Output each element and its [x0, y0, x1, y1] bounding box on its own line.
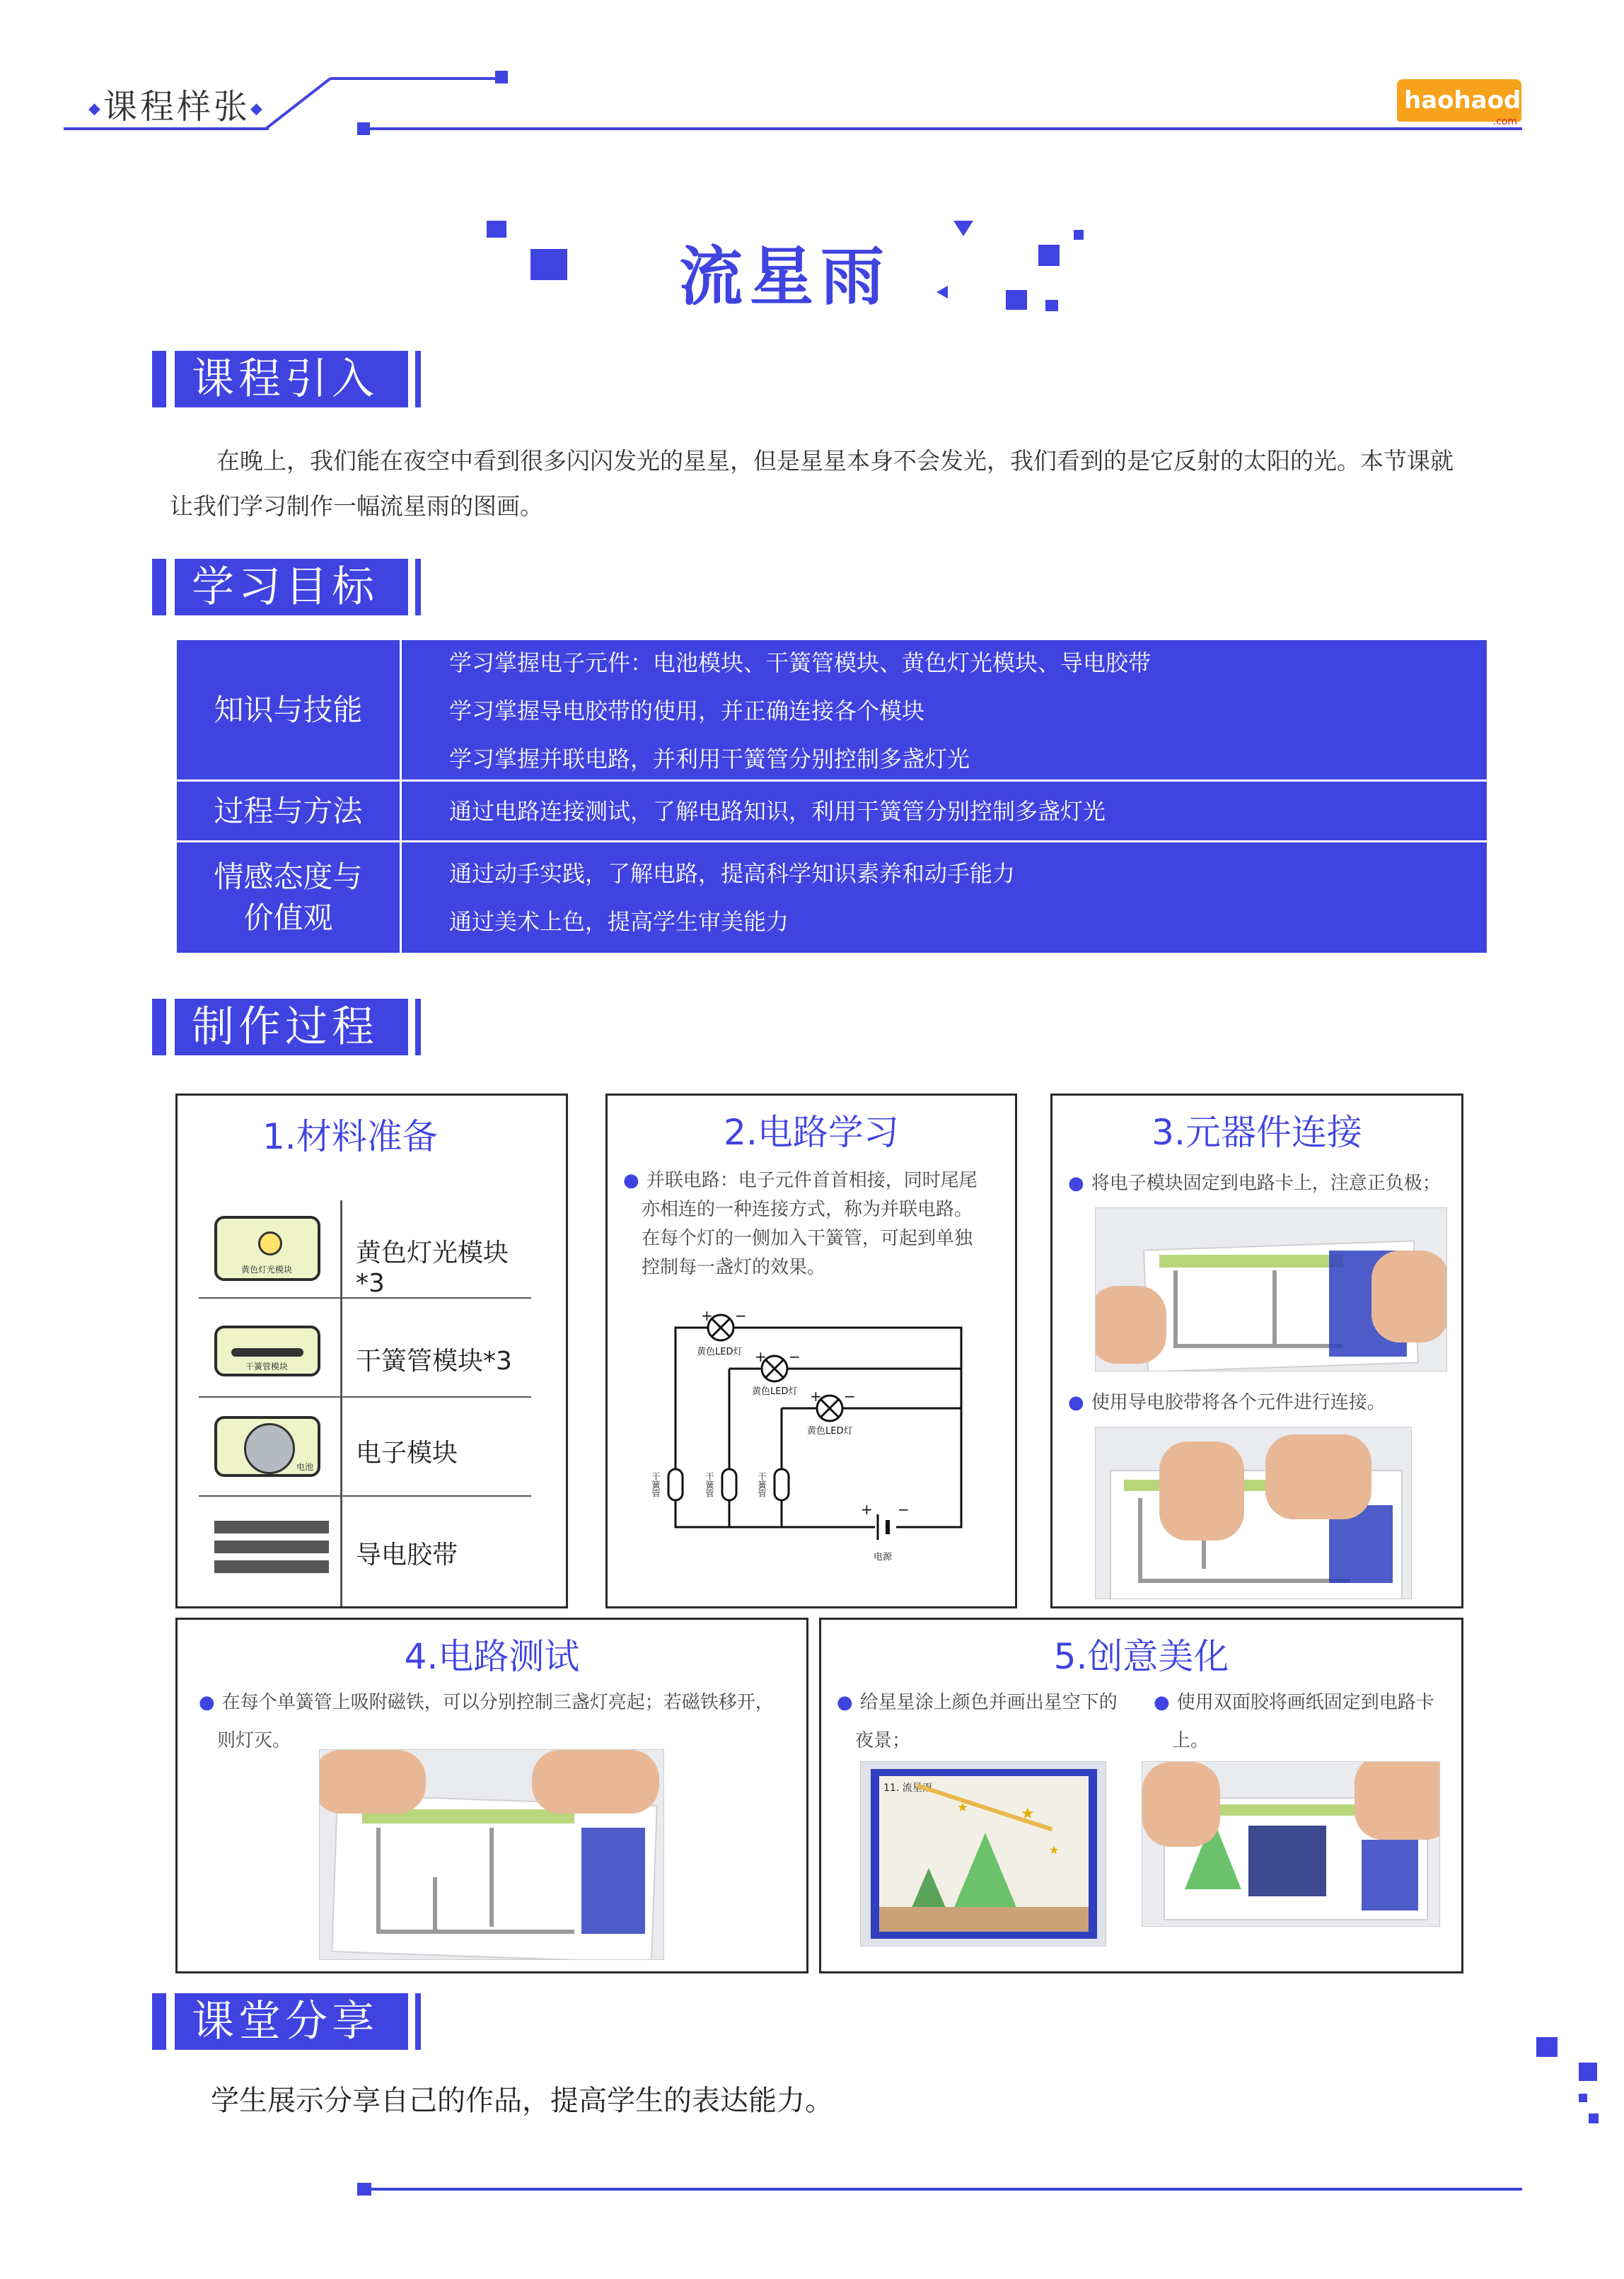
goal-item: 学习掌握导电胶带的使用，并正确连接各个模块 — [449, 697, 925, 724]
beautify-bullet-2: ● 使用双面胶将画纸固定到电路卡 上。 — [1154, 1692, 1434, 1751]
goal-row-knowledge: 知识与技能 学习掌握电子元件：电池模块、干簧管模块、黄色灯光模块、导电胶带 学习掌握导电胶带的使用，并正确连接各个模块 学习掌握并联电路，并利用干簧管分别控制多盏灯光 — [177, 640, 1487, 782]
header-square — [495, 71, 508, 83]
led-label: 黄色LED灯 — [807, 1426, 853, 1437]
battery-module-icon: 电池 — [214, 1416, 320, 1477]
led-label: 黄色LED灯 — [697, 1347, 743, 1357]
svg-text:★: ★ — [1049, 1843, 1060, 1857]
deco-square — [1074, 230, 1084, 240]
goal-row-attitude: 情感态度与 价值观 通过动手实践，了解电路，提高科学知识素养和动手能力 通过美术上色，提高学生审美能力 — [177, 842, 1487, 953]
header-line-right — [368, 127, 1522, 130]
svg-text:−: − — [735, 1308, 747, 1324]
hand — [1371, 1251, 1447, 1343]
test-bullet: ● 在每个单簧管上吸附磁铁，可以分别控制三盏灯亮起；若磁铁移开， 则灯灭。 — [199, 1692, 774, 1751]
photo-tape-connecting — [1095, 1427, 1412, 1599]
led-label: 黄色LED灯 — [752, 1386, 798, 1397]
step-card-circuit — [605, 1094, 1017, 1608]
deco-square — [1536, 2037, 1558, 2057]
step-title: 1.材料准备 — [262, 1116, 438, 1157]
circuit-bullet: ● 并联电路：电子元件首首相接，同时尾尾 亦相连的一种连接方式，称为并联电路。 在每个灯的一侧加入干簧管，可起到单独 控制每一盏灯的效果。 — [623, 1170, 978, 1278]
reed-switch-icon — [668, 1469, 789, 1500]
deco-square — [1038, 245, 1060, 266]
goal-item: 通过美术上色，提高学生审美能力 — [449, 908, 789, 935]
power-label: 电源 — [874, 1552, 893, 1562]
goals-table — [177, 640, 1487, 953]
connection-bullet-2: ● 使用导电胶带将各个元件进行连接。 — [1068, 1392, 1386, 1413]
goal-row-process: 过程与方法 通过电路连接测试，了解电路知识，利用干簧管分别控制多盏灯光 — [177, 782, 1487, 842]
svg-text:−: − — [844, 1388, 856, 1405]
hand — [1095, 1286, 1166, 1364]
footer-line — [368, 2188, 1522, 2191]
step-title: 5.创意美化 — [1053, 1636, 1229, 1677]
photo-circuit-test — [319, 1749, 664, 1960]
svg-text:+: + — [701, 1308, 713, 1324]
hand — [1142, 1762, 1220, 1847]
svg-text:★: ★ — [957, 1800, 969, 1815]
drawing-sheet: 11. 流星雨 ★ ★ ★ — [879, 1776, 1089, 1932]
deco-square — [1579, 2063, 1597, 2081]
deco-square — [1045, 300, 1058, 311]
hand — [1355, 1761, 1440, 1840]
material-row: 黄色灯光模块 黄色灯光模块*3 — [199, 1200, 531, 1299]
svg-text:+: + — [810, 1388, 822, 1405]
step-title: 2.电路学习 — [724, 1112, 899, 1153]
material-row: 电池 电子模块 — [199, 1396, 531, 1497]
header-diagonal — [265, 74, 499, 131]
svg-text:+: + — [755, 1348, 767, 1365]
step-card-materials — [175, 1094, 568, 1608]
photo-fixing-drawing — [1142, 1761, 1440, 1927]
beautify-bullet-1: ● 给星星涂上颜色并画出星空下的 夜景； — [837, 1692, 1118, 1751]
header-label: ◆课程样张◆ — [88, 87, 265, 127]
goal-item: 通过动手实践，了解电路，提高科学知识素养和动手能力 — [449, 860, 1016, 887]
section-heading-share: 课堂分享 — [152, 1993, 421, 2050]
svg-text:−: − — [789, 1348, 801, 1365]
section-heading-intro: 课程引入 — [152, 351, 421, 407]
deco-square — [530, 249, 567, 280]
deco-square — [487, 221, 506, 238]
photo-module-fixing — [1095, 1207, 1447, 1372]
deco-triangle — [936, 286, 948, 298]
svg-text:干簧管: 干簧管 — [704, 1472, 714, 1497]
battery-symbol — [875, 1514, 896, 1540]
connection-bullet-1: ● 将电子模块固定到电路卡上，注意正负极； — [1068, 1173, 1441, 1194]
section-heading-process: 制作过程 — [152, 999, 421, 1055]
hand — [1265, 1434, 1371, 1519]
svg-text:−: − — [898, 1501, 910, 1518]
step-title: 3.元器件连接 — [1152, 1112, 1362, 1153]
page-title: 流星雨 — [679, 240, 891, 314]
reed-module-icon: 干簧管模块 — [214, 1326, 320, 1376]
step-card-test — [175, 1618, 808, 1973]
step-card-connection — [1050, 1094, 1463, 1608]
hand — [532, 1750, 659, 1814]
step-card-beautify — [819, 1618, 1463, 1973]
goal-item: 通过电路连接测试，了解电路知识，利用干簧管分别控制多盏灯光 — [449, 798, 1106, 825]
header-line-left — [64, 127, 269, 130]
material-row: 干簧管模块 干簧管模块*3 — [199, 1297, 531, 1398]
diamond-icon: ◆ — [88, 100, 103, 118]
deco-square — [1589, 2113, 1599, 2123]
svg-text:干簧管: 干簧管 — [651, 1472, 661, 1497]
section-heading-goals: 学习目标 — [152, 559, 421, 615]
deco-square — [1006, 290, 1027, 310]
photo-colored-drawing — [860, 1761, 1106, 1947]
step-title: 4.电路测试 — [404, 1636, 580, 1677]
svg-text:+: + — [861, 1501, 873, 1518]
hand — [319, 1750, 426, 1814]
brand-logo: haohaodada .com — [1397, 79, 1521, 122]
intro-paragraph: 在晚上，我们能在夜空中看到很多闪闪发光的星星，但是星星本身不会发光，我们看到的是它反射的太阳的光。本节课就 让我们学习制作一幅流星雨的图画。 — [170, 447, 1454, 520]
goal-item: 学习掌握并联电路，并利用干簧管分别控制多盏灯光 — [449, 746, 970, 772]
goal-item: 学习掌握电子元件：电池模块、干簧管模块、黄色灯光模块、导电胶带 — [449, 649, 1152, 676]
hand — [1159, 1442, 1244, 1541]
material-row: 导电胶带 — [199, 1495, 531, 1601]
led-module-icon: 黄色灯光模块 — [214, 1216, 320, 1281]
deco-square — [1579, 2094, 1587, 2102]
parallel-circuit-diagram — [650, 1308, 975, 1591]
deco-triangle — [953, 221, 973, 238]
svg-text:★: ★ — [1021, 1805, 1035, 1823]
svg-text:干簧管: 干簧管 — [757, 1472, 767, 1497]
diamond-icon: ◆ — [250, 100, 265, 118]
share-text: 学生展示分享自己的作品，提高学生的表达能力。 — [211, 2084, 833, 2117]
